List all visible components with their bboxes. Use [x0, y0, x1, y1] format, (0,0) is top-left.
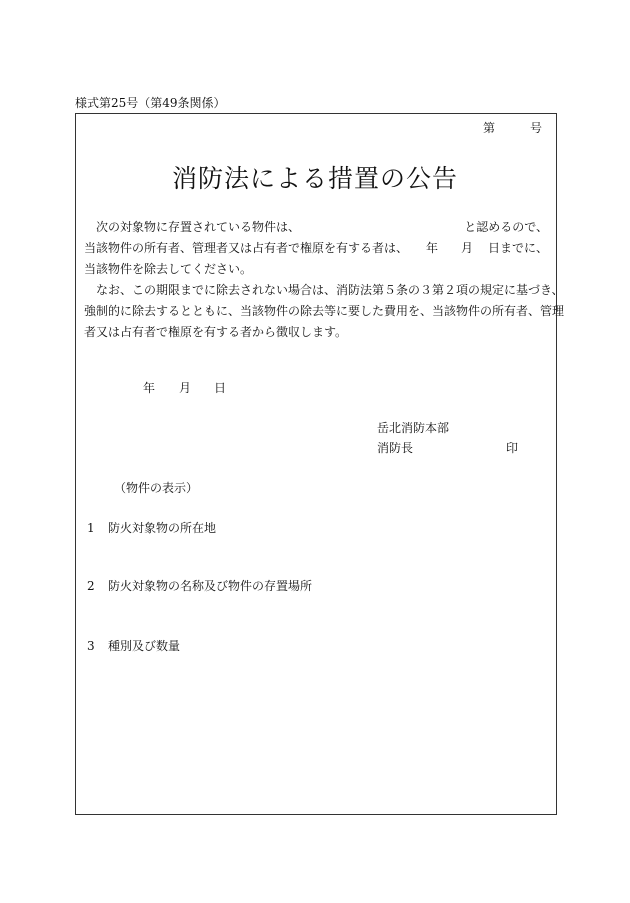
deadline-year: 年	[426, 241, 439, 255]
item-label: 種別及び数量	[108, 639, 181, 653]
issuer-org: 岳北消防本部	[377, 421, 450, 435]
seal-mark: 印	[506, 441, 519, 455]
item-number: 1	[87, 521, 95, 535]
body-line-1-end: と認めるので、	[464, 220, 548, 234]
number-go: 号	[530, 121, 543, 135]
body-line-3: 当該物件を除去してください。	[84, 262, 253, 276]
body-line-2-start: 当該物件の所有者、管理者又は占有者で権原を有する者は、	[84, 241, 409, 255]
item-label: 防火対象物の所在地	[108, 521, 217, 535]
issuer-title: 消防長	[377, 441, 414, 455]
body-line-4: なお、この期限までに除去されない場合は、消防法第５条の３第２項の規定に基づき、	[96, 283, 564, 297]
form-caption: 様式第25号（第49条関係）	[75, 96, 226, 110]
item-number: 3	[87, 639, 95, 653]
deadline-month: 月	[461, 241, 474, 255]
page-title: 消防法による措置の公告	[171, 164, 458, 193]
body-line-2-end: 日までに、	[487, 241, 548, 255]
date-day: 日	[214, 381, 227, 395]
body-line-6: 者又は占有者で権原を有する者から徴収します。	[84, 325, 348, 339]
body-line-1-start: 次の対象物に存置されている物件は、	[96, 220, 301, 234]
property-heading: （物件の表示）	[114, 481, 199, 495]
document-frame	[75, 113, 557, 815]
item-label: 防火対象物の名称及び物件の存置場所	[108, 579, 313, 593]
body-line-5: 強制的に除去するとともに、当該物件の除去等に要した費用を、当該物件の所有者、管理	[84, 304, 565, 318]
date-month: 月	[179, 381, 192, 395]
item-number: 2	[87, 579, 95, 593]
number-dai: 第	[483, 121, 496, 135]
date-year: 年	[143, 381, 156, 395]
